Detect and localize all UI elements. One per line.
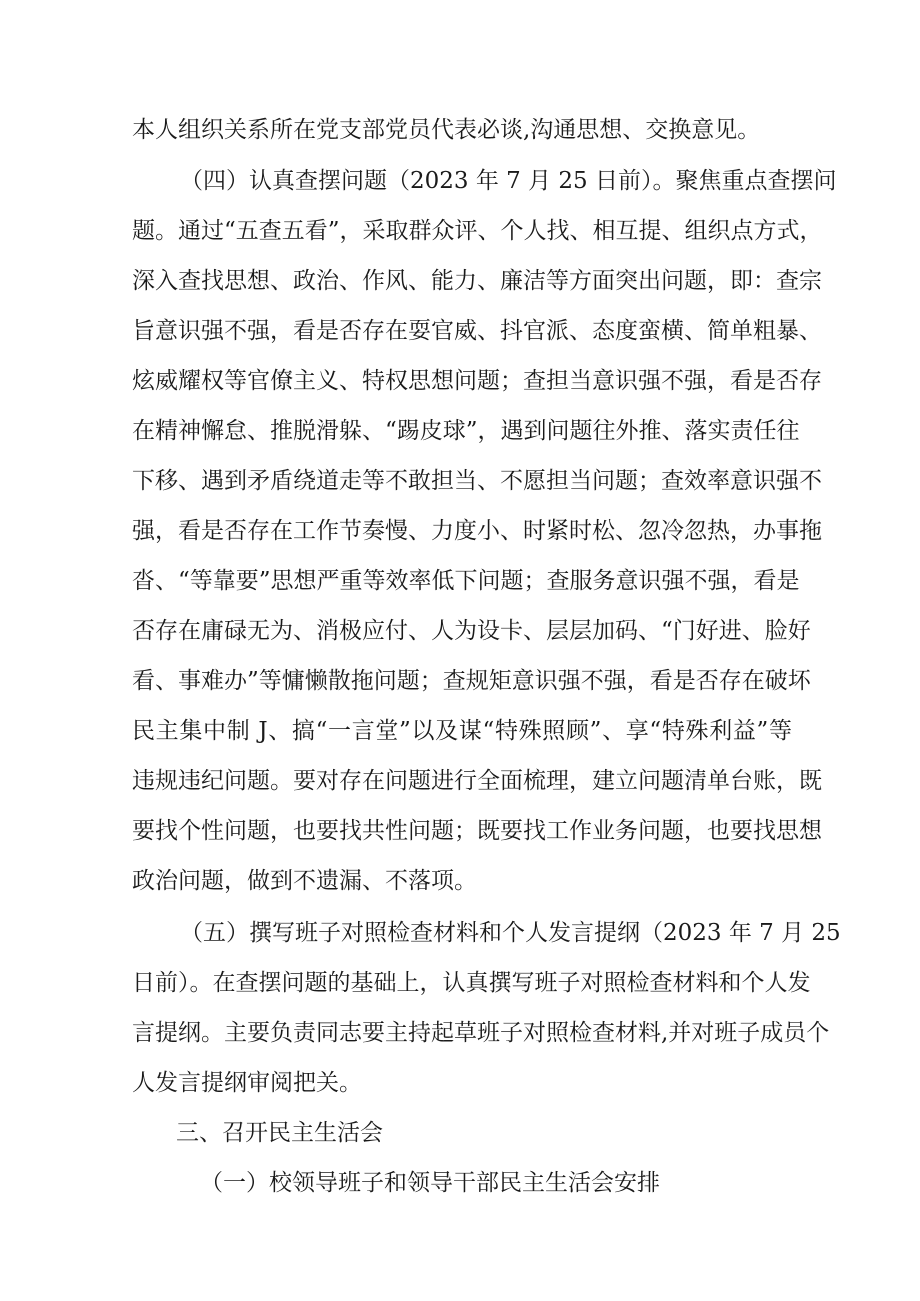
paragraph-line: 否存在庸碌无为、消极应付、人为设卡、层层加码、“门好进、脸好 bbox=[132, 618, 811, 644]
paragraph-line: 沓、“等靠要”思想严重等效率低下问题；查服务意识强不强，看是 bbox=[132, 568, 800, 594]
paragraph-line: 言提纲。主要负责同志要主持起草班子对照检查材料,并对班子成员个 bbox=[132, 1020, 830, 1046]
paragraph-line: 人发言提纲审阅把关。 bbox=[132, 1070, 362, 1096]
paragraph-line: 在精神懈怠、推脱滑躲、“踢皮球”，遇到问题往外推、落实责任往 bbox=[132, 418, 800, 444]
paragraph-line: 要找个性问题，也要找共性问题；既要找工作业务问题，也要找思想 bbox=[132, 818, 822, 844]
paragraph-line: 深入查找思想、政治、作风、能力、廉洁等方面突出问题，即：查宗 bbox=[132, 268, 822, 294]
paragraph-line: 旨意识强不强，看是否存在耍官威、抖官派、态度蛮横、简单粗暴、 bbox=[132, 318, 822, 344]
paragraph-line: 政治问题，做到不遗漏、不落项。 bbox=[132, 868, 477, 894]
chapter-heading-3: 三、召开民主生活会 bbox=[176, 1120, 383, 1146]
paragraph-line: 炫威耀权等官僚主义、特权思想问题；查担当意识强不强，看是否存 bbox=[132, 368, 822, 394]
paragraph-line: 违规违纪问题。要对存在问题进行全面梳理，建立问题清单台账，既 bbox=[132, 768, 822, 794]
section-heading-5: （五）撰写班子对照检查材料和个人发言提纲（2023 年 7 月 25 bbox=[180, 920, 841, 946]
paragraph-line: 本人组织关系所在党支部党员代表必谈,沟通思想、交换意见。 bbox=[132, 117, 761, 143]
paragraph-line: 强，看是否存在工作节奏慢、力度小、时紧时松、忽冷忽热，办事拖 bbox=[132, 518, 822, 544]
paragraph-line: 看、事难办”等慵懒散拖问题；查规矩意识强不强，看是否存在破坏 bbox=[132, 668, 811, 694]
subsection-heading-1: （一）校领导班子和领导干部民主生活会安排 bbox=[200, 1170, 660, 1196]
paragraph-line: 下移、遇到矛盾绕道走等不敢担当、不愿担当问题；查效率意识强不 bbox=[132, 468, 822, 494]
paragraph-line: 题。通过“五查五看”，采取群众评、个人找、相互提、组织点方式， bbox=[132, 218, 823, 244]
section-heading-4: （四）认真查摆问题（2023 年 7 月 25 日前）。聚焦重点查摆问 bbox=[180, 168, 837, 194]
paragraph-line: 民主集中制 J、搞“一言堂”以及谋“特殊照顾”、享“特殊利益”等 bbox=[132, 718, 792, 744]
paragraph-line: 日前）。在查摆问题的基础上，认真撰写班子对照检查材料和个人发 bbox=[132, 970, 811, 996]
